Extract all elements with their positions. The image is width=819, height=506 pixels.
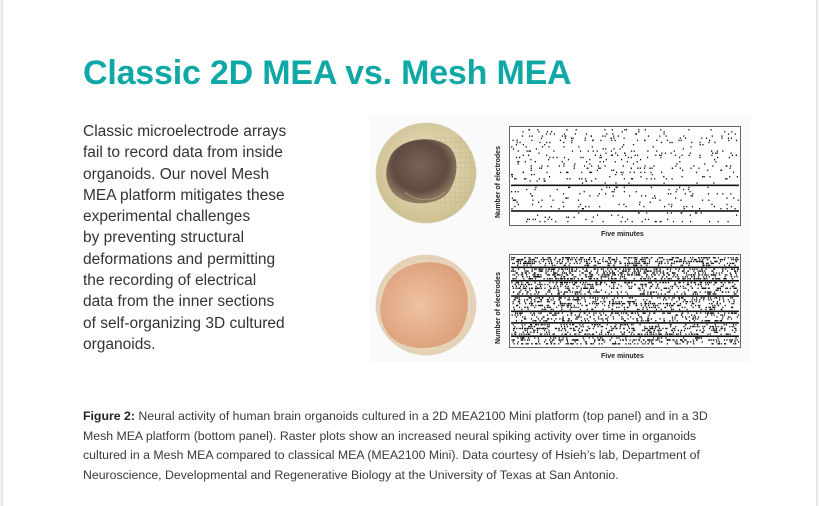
intro-line: experimental challenges	[83, 208, 251, 226]
figure-caption	[83, 407, 743, 485]
bottom-raster-plot	[493, 244, 749, 364]
x-axis-label: Five minutes	[601, 231, 644, 238]
intro-line: organoids. Our novel Mesh	[83, 165, 270, 183]
figure-panel	[369, 116, 751, 362]
intro-line: organoids.	[83, 335, 156, 353]
intro-line: the recording of electrical	[83, 272, 257, 290]
y-axis-label: Number of electrodes	[495, 146, 502, 218]
intro-line: by preventing structural	[83, 229, 245, 247]
caption-label: Figure 2:	[83, 409, 135, 423]
intro-line: deformations and permitting	[83, 250, 276, 268]
top-raster-plot	[493, 120, 749, 240]
x-axis-label: Five minutes	[601, 353, 644, 360]
bottom-organoid-image	[375, 254, 477, 356]
page-title: Classic 2D MEA vs. Mesh MEA	[83, 54, 572, 92]
caption-text: Neural activity of human brain organoids cultured in a 2D MEA2100 Mini platform (top panel) and in a 3D	[134, 409, 708, 423]
intro-line: MEA platform mitigates these	[83, 186, 285, 204]
y-axis-label: Number of electrodes	[495, 272, 502, 344]
caption-line: cultured in a Mesh MEA compared to classical MEA (MEA2100 Mini). Data courtesy of Hsieh’s lab, Department of	[83, 448, 700, 463]
top-raster-canvas	[509, 126, 741, 226]
caption-line: Neuroscience, Developmental and Regenerative Biology at the University of Texas at San Antonio.	[83, 467, 619, 482]
top-organoid-image	[375, 122, 477, 224]
intro-line: of self-organizing 3D cultured	[83, 314, 285, 332]
intro-paragraph	[83, 121, 313, 355]
document-page	[2, 0, 817, 506]
caption-line: Mesh MEA platform (bottom panel). Raster plots show an increased neural spiking activity over time in organoids	[83, 428, 697, 443]
caption-line	[83, 407, 743, 427]
intro-line: data from the inner sections	[83, 293, 275, 311]
intro-line: fail to record data from inside	[83, 144, 283, 162]
bottom-raster-canvas	[509, 254, 741, 348]
intro-line: Classic microelectrode arrays	[83, 123, 287, 140]
